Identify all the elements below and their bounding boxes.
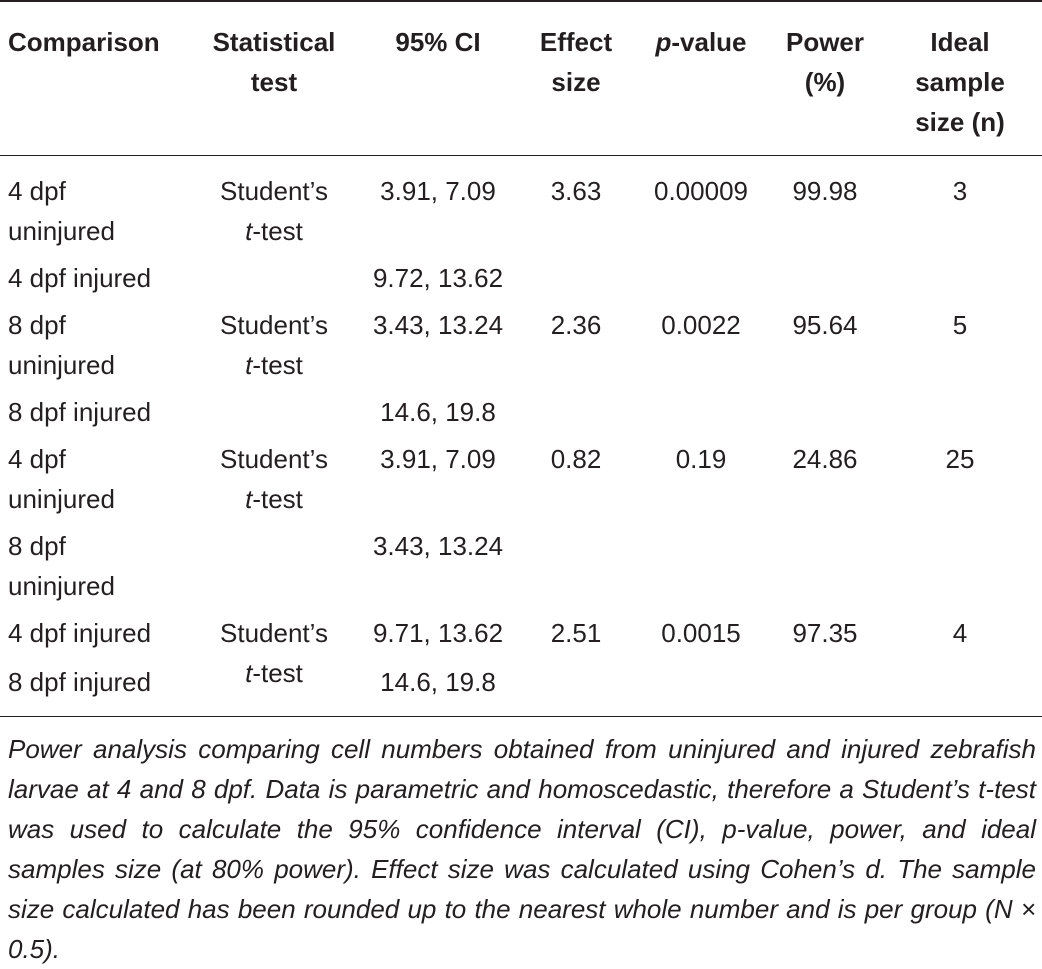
row-p-value: 0.19 xyxy=(675,444,727,474)
bottom-rule xyxy=(0,716,1042,717)
row-comparison: 4 dpf injured xyxy=(8,618,152,648)
header-power: Power (%) xyxy=(785,27,865,97)
row-power: 24.86 xyxy=(792,444,858,474)
row-comparison: 4 dpf uninjured xyxy=(8,176,115,246)
header-comparison: Comparison xyxy=(8,27,160,57)
row-statistical-test: Student’s t-test xyxy=(220,176,328,246)
row-ci: 3.91, 7.09 xyxy=(380,176,496,206)
row-p-value: 0.00009 xyxy=(654,176,748,206)
header-effect-size: Effect size xyxy=(539,27,613,97)
row-p-value: 0.0015 xyxy=(661,618,741,648)
row-ci: 3.43, 13.24 xyxy=(372,310,504,340)
row-ci: 3.43, 13.24 xyxy=(372,531,504,561)
row-ci: 14.6, 19.8 xyxy=(380,667,496,697)
row-comparison: 4 dpf injured xyxy=(8,263,152,293)
row-statistical-test: Student’s t-test xyxy=(220,618,328,688)
row-statistical-test: Student’s t-test xyxy=(220,444,328,514)
row-power: 99.98 xyxy=(792,176,858,206)
table-caption: Power analysis comparing cell numbers obtained from uninjured and injured zebrafish larvae at 4 and 8 dpf. Data is parametric and homoscedastic, therefore a Student’s t-test was used to calculate the 95% confidence interval (CI), p-value, power, and ideal samples size (at 80% power). Effect size was calculated using Cohen’s d. The sample size calculated has been rounded up to the nearest whole number and is per group (N × 0.5). xyxy=(8,734,1036,964)
row-effect-size: 2.36 xyxy=(550,310,602,340)
row-ideal-sample-size: 4 xyxy=(952,618,968,648)
row-effect-size: 3.63 xyxy=(550,176,602,206)
header-statistical-test: Statistical test xyxy=(212,27,336,97)
row-effect-size: 2.51 xyxy=(550,618,602,648)
row-ideal-sample-size: 5 xyxy=(952,310,968,340)
row-ideal-sample-size: 25 xyxy=(945,444,975,474)
header-p-value: p-value xyxy=(655,27,747,57)
row-ci: 3.91, 7.09 xyxy=(380,444,496,474)
row-effect-size: 0.82 xyxy=(550,444,602,474)
header-95-ci: 95% CI xyxy=(395,27,481,57)
row-comparison: 8 dpf injured xyxy=(8,397,152,427)
row-power: 95.64 xyxy=(792,310,858,340)
header-ideal-sample-size: Ideal sample size (n) xyxy=(915,27,1005,137)
row-ci: 9.71, 13.62 xyxy=(372,618,504,648)
row-p-value: 0.0022 xyxy=(661,310,741,340)
row-ideal-sample-size: 3 xyxy=(952,176,968,206)
top-rule xyxy=(0,0,1042,2)
row-power: 97.35 xyxy=(792,618,858,648)
row-statistical-test: Student’s t-test xyxy=(220,310,328,380)
row-ci: 14.6, 19.8 xyxy=(380,397,496,427)
row-ci: 9.72, 13.62 xyxy=(372,263,504,293)
row-comparison: 8 dpf uninjured xyxy=(8,310,115,380)
row-comparison: 4 dpf uninjured xyxy=(8,444,115,514)
header-rule xyxy=(0,155,1042,156)
row-comparison: 8 dpf injured xyxy=(8,667,152,697)
row-comparison: 8 dpf uninjured xyxy=(8,531,115,601)
